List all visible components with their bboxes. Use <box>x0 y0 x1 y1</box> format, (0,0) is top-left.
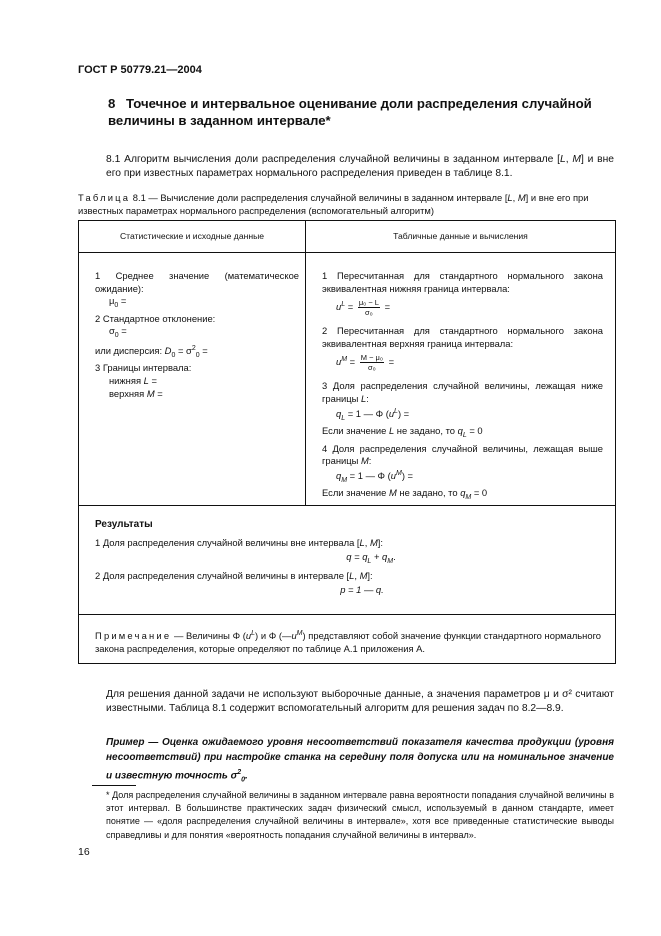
column-header-right: Табличные данные и вычисления <box>306 221 616 253</box>
calculation-cell: 1 Пересчитанная для стандартного нормального закона эквивалентная нижняя граница интервала: $u^L$ = $\frac{\text{μ₀ − L}}{\text{σ₀}}$ = 2 Пересчитанная для стандартного нормального закона эквивалентная верхняя граница интервала: $u^M$ = $\frac{\text{M − μ₀}}{\text{σ₀}}$ = 3 Доля распределения случайной величины, лежащая ниже границы L: $q_L = 1$ — Φ $(u^L)$ = Если значение L не задано, то $q_L = 0$ 4 Доля распределения случайной величины, лежащая выше границы M: $q_M = 1$ — Φ $(u^M)$ = Если значение M не задано, то $q_M = 0$ <box>306 253 616 506</box>
example-paragraph: Пример — Оценка ожидаемого уровня несоответствий показателя качества продукции (уровня несоответствий) при настройке станка на середину поля допуска или на номинальное значение и известную точность $\sigma^2_0$. <box>106 737 614 784</box>
table-8-1 <box>78 220 616 664</box>
table-note-cell: Примечание — Величины Φ $(u^L)$ и Φ $(—u^M)$ представляют собой значение функции стандартного нормального закона распределения, которые определяют по таблице А.1 приложения А. <box>79 615 616 664</box>
page-number: 16 <box>78 846 90 858</box>
input-data-cell: 1 Среднее значение (математическое ожидание): $\mu_0$ = 2 Стандартное отклонение: $\sigma_0$ = или дисперсия: $D_0 = \sigma^2_0$ = 3 Границы интервала: нижняя L = верхняя M = <box>79 253 306 506</box>
paragraph-after-table: Для решения данной задачи не используют выборочные данные, а значения параметров μ и σ² считают известными. Таблица 8.1 содержит вспомогательный алгоритм для решения задач по 8.2—8.9. <box>106 689 614 714</box>
formula-upper-bound: $u^M$ = $\frac{\text{M − μ₀}}{\text{σ₀}}$ = <box>336 353 395 373</box>
formula-lower-bound: $u^L$ = $\frac{\text{μ₀ − L}}{\text{σ₀}}$ = <box>336 298 391 318</box>
results-title: Результаты <box>95 519 153 530</box>
footnote-separator <box>92 785 136 786</box>
results-cell: Результаты 1 Доля распределения случайной величины вне интервала [L, M]: $q = q_L + q_M$. 2 Доля распределения случайной величины в интервале [L, M]: p = 1 — q. <box>79 506 616 615</box>
note-label: Примечание <box>95 630 172 642</box>
section-title <box>108 95 598 129</box>
section-title-text: Точечное и интервальное оценивание доли распределения случайной величины в заданном интервале* <box>108 96 592 128</box>
footnote: * Доля распределения случайной величины в заданном интервале равна вероятности попадания случайной величины в этот интервал. В большинстве практических задач физический смысл, используемый в данном стандарте, имеет понятие — «доля распределения случайной величины в интервале», хотя все приведенные статистические выводы справедливы и для понятия «вероятность попадания случайной величины в интервал». <box>106 790 614 840</box>
paragraph-8-1: 8.1 Алгоритм вычисления доли распределения случайной величины в заданном интервале [L, M] и вне его при известных параметрах нормального распределения приведен в таблице 8.1. <box>106 154 614 179</box>
column-header-left: Статистические и исходные данные <box>79 221 306 253</box>
table-caption: Таблица 8.1 — Вычисление доли распределения случайной величины в заданном интервале [L, M] и вне его при известных параметрах нормального распределения (вспомогательный алгоритм) <box>78 192 589 216</box>
section-number: 8 <box>108 96 116 111</box>
document-header: ГОСТ Р 50779.21—2004 <box>78 64 202 76</box>
